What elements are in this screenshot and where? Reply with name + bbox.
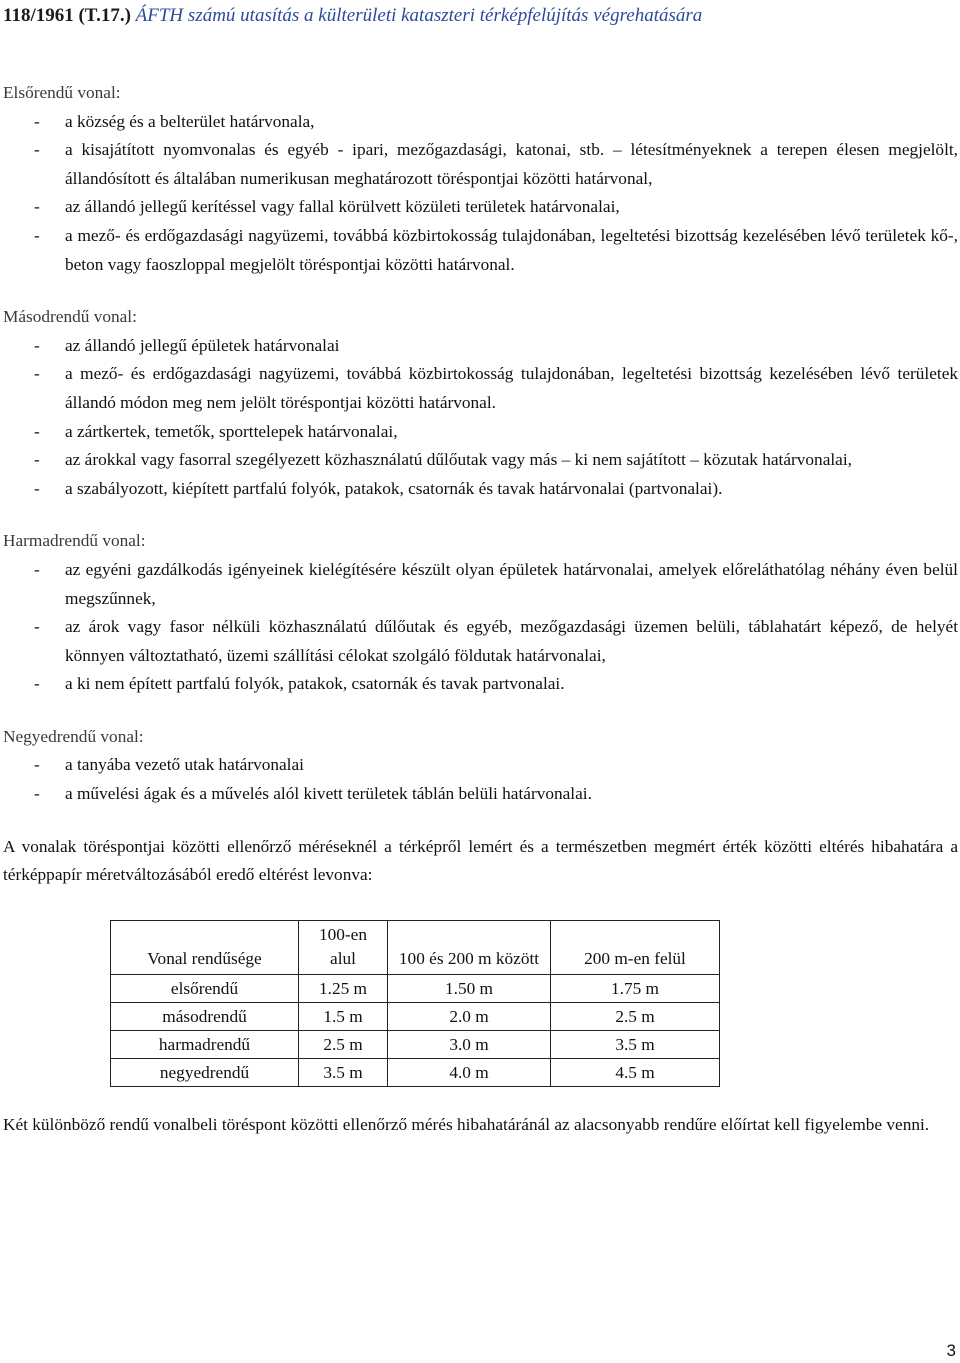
list-item: - a ki nem épített partfalú folyók, patakok, csatornák és tavak partvonalai. [3, 670, 958, 699]
title-number: 118/1961 (T.17.) [3, 5, 131, 26]
table-row [111, 974, 720, 1002]
column-header: 100-en alul [299, 920, 388, 974]
list-item: - az állandó jellegű kerítéssel vagy fallal körülvett közületi területek határvonalai, [3, 193, 958, 222]
list-item: - az árok vagy fasor nélküli közhasználatú dűlőutak és egyéb, mezőgazdasági üzemen belüli, táblahatárt képező, de helyét könnyen változtatható, üzemi szállítási célokat szolgáló földutak határvonalai, [3, 613, 958, 670]
list-item: - a tanyába vezető utak határvonalai [3, 751, 958, 780]
list-item: - a művelési ágak és a művelés alól kivett területek táblán belüli határvonalai. [3, 780, 958, 809]
title-link[interactable]: ÁFTH számú utasítás a külterületi kataszteri térképfelújítás végrehatására [135, 5, 703, 26]
column-header: 200 m-en felül [551, 920, 720, 974]
section-heading: Harmadrendű vonal: [3, 531, 146, 551]
item-list [3, 108, 958, 280]
tolerance-intro-paragraph: A vonalak töréspontjai közötti ellenőrző méréseknél a térképről lemért és a természetben megmért érték közötti eltérés hibahatára a térképpapír méretváltozásából eredő eltérést levonva: [3, 836, 958, 885]
closing-paragraph: Két különböző rendű vonalbeli töréspont közötti ellenőrző mérés hibahatáránál az alacsonyabb rendűre előírtat kell figyelembe venni. [3, 1114, 930, 1134]
table-cell: 2.0 m [388, 1002, 551, 1030]
table-cell: 1.75 m [551, 974, 720, 1002]
table-cell: 4.0 m [388, 1058, 551, 1086]
table-cell: 1.25 m [299, 974, 388, 1002]
table-row [111, 1002, 720, 1030]
item-list [3, 751, 958, 808]
page-title [3, 1, 958, 31]
section-fourth-order [3, 723, 958, 809]
table-row [111, 1058, 720, 1086]
list-item: - a község és a belterület határvonala, [3, 108, 958, 137]
table-cell: 3.0 m [388, 1030, 551, 1058]
page-number: 3 [946, 1341, 956, 1360]
list-item: - a mező- és erdőgazdasági nagyüzemi, továbbá közbirtokosság tulajdonában, legeltetési bizottság kezelésében lévő területek kő-, beton vagy faoszloppal megjelölt töréspontjai közötti határvonal. [3, 222, 958, 279]
tolerance-table [110, 920, 720, 1087]
list-item: - a kisajátított nyomvonalas és egyéb - ipari, mezőgazdasági, katonai, stb. – létesítményeknek a terepen élesen megjelölt, állandósított és általában numerikusan meghatározott töréspontjai közötti határvonal, [3, 136, 958, 193]
column-header: 100 és 200 m között [388, 920, 551, 974]
list-item: - a mező- és erdőgazdasági nagyüzemi, továbbá közbirtokosság tulajdonában, legeltetési bizottság kezelésében lévő területek állandó módon meg nem jelölt töréspontjai közötti határvonal. [3, 360, 958, 417]
table-cell: harmadrendű [111, 1030, 299, 1058]
section-third-order [3, 527, 958, 699]
section-second-order [3, 303, 958, 503]
table-header-row [111, 920, 720, 974]
table-cell: 4.5 m [551, 1058, 720, 1086]
section-heading: Másodrendű vonal: [3, 307, 137, 327]
list-item: - a szabályozott, kiépített partfalú folyók, patakok, csatornák és tavak határvonalai (partvonalai). [3, 475, 958, 504]
column-header: Vonal rendűsége [111, 920, 299, 974]
section-heading: Elsőrendű vonal: [3, 83, 121, 102]
list-item: - az árokkal vagy fasorral szegélyezett közhasználatú dűlőutak vagy más – ki nem sajátított – közutak határvonalai, [3, 446, 958, 475]
document-page [3, 1, 958, 1169]
table-cell: másodrendű [111, 1002, 299, 1030]
table-cell: 3.5 m [299, 1058, 388, 1086]
item-list [3, 332, 958, 504]
list-item: - az állandó jellegű épületek határvonalai [3, 332, 958, 361]
section-first-order [3, 79, 958, 279]
table-cell: negyedrendű [111, 1058, 299, 1086]
list-item: - az egyéni gazdálkodás igényeinek kielégítésére készült olyan épületek határvonalai, amelyek előreláthatólag néhány éven belül megszűnnek, [3, 556, 958, 613]
table-cell: 1.5 m [299, 1002, 388, 1030]
item-list [3, 556, 958, 699]
table-cell: 1.50 m [388, 974, 551, 1002]
list-item: - a zártkertek, temetők, sporttelepek határvonalai, [3, 418, 958, 447]
section-heading: Negyedrendű vonal: [3, 726, 144, 746]
table-cell: 3.5 m [551, 1030, 720, 1058]
table-cell: elsőrendű [111, 974, 299, 1002]
table-cell: 2.5 m [551, 1002, 720, 1030]
table-cell: 2.5 m [299, 1030, 388, 1058]
table-row [111, 1030, 720, 1058]
